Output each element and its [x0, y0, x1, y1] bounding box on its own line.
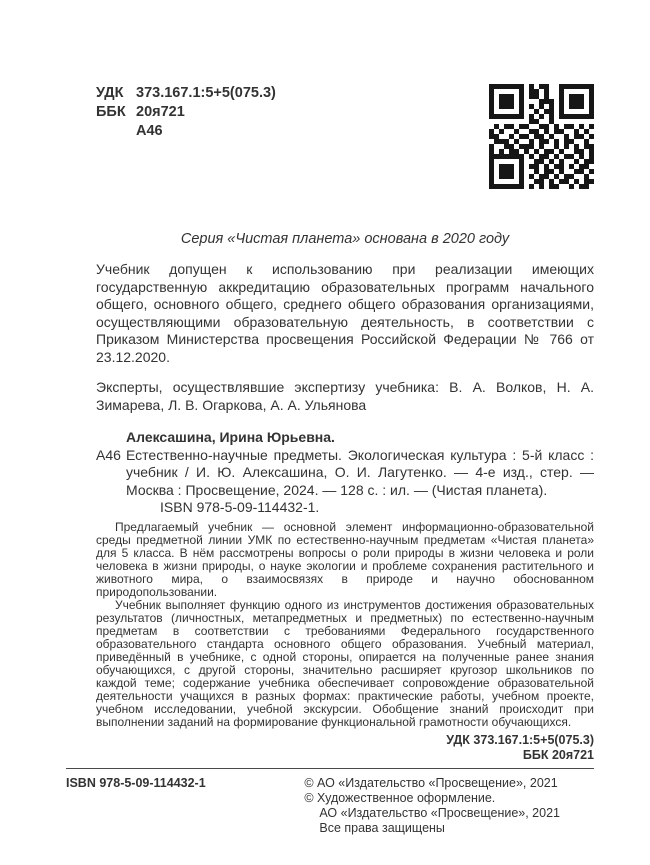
top-row: [66, 84, 594, 189]
copyright-line-4: Все права защищены: [319, 821, 445, 835]
experts-paragraph: Эксперты, осуществлявшие экспертизу учебника: В. А. Волков, Н. А. Зимарева, Л. В. Огаркова, А. А. Ульянова: [96, 379, 594, 413]
catalog-author: Алексашина, Ирина Юрьевна.: [126, 429, 335, 445]
footer-classification-codes: [96, 733, 594, 763]
udk-line: [96, 84, 276, 103]
bottom-row: [66, 776, 594, 836]
bbk-label: ББК: [96, 104, 126, 120]
catalog-card: [96, 429, 594, 517]
copyright-block: [304, 776, 560, 836]
catalog-isbn: ISBN 978-5-09-114432-1.: [160, 499, 320, 515]
footer-udk: УДК 373.167.1:5+5(075.3): [446, 732, 594, 747]
copyright-line-1: © АО «Издательство «Просвещение», 2021: [304, 776, 558, 790]
qr-code: [489, 84, 594, 189]
udk-label: УДК: [96, 85, 124, 101]
bottom-section: [66, 768, 594, 836]
catalog-entry-row: [96, 447, 594, 500]
author-sign-code: А46: [136, 123, 163, 139]
isbn-bottom: ISBN 978-5-09-114432-1: [66, 776, 206, 790]
catalog-entry: Естественно-научные предметы. Экологическая культура : 5-й класс : учебник / И. Ю. Алексашина, О. И. Лагутенко. — 4-е изд., стер. — Москва : Просвещение, 2024. — 128 с. : ил. — (Чистая планета).: [126, 446, 594, 498]
annotation: [96, 521, 594, 729]
copyright-line-3: АО «Издательство «Просвещение», 2021: [319, 806, 560, 820]
annotation-paragraph-2: Учебник выполняет функцию одного из инструментов достижения образовательных результатов (личностных, метапредметных и предметных) по естественно-научным предметам в соответствии с требованиями Федерального государственного образовательного стандарта основного общего образования. Учебный материал, приведённый в учебнике, с одной стороны, опирается на полученные ранее знания обучающихся, с другой стороны, значительно расширяет кругозор школьников по каждой теме; содержание учебника обеспечивает сопровождение образовательной деятельности учащихся в разных формах: практические работы, учебном проекте, учебном исследовании, учебной экскурсии. Обобщение знаний происходит при выполнении заданий на формирование функциональной грамотности обучающихся.: [96, 597, 594, 729]
divider-rule: [66, 768, 594, 769]
classification-codes: [96, 84, 276, 141]
udk-value: 373.167.1:5+5(075.3): [136, 85, 276, 101]
bbk-line: [96, 103, 276, 122]
annotation-paragraph-1: Предлагаемый учебник — основной элемент информационно-образовательной среды предметной линии УМК по естественно-научным предметам «Чистая планета» для 5 класса. В нём рассмотрены вопросы о роли природы в жизни человека и роли человека в жизни природы, о науке экологии и проблеме сохранения растительного и животного мира, о взаимосвязях в природе и научно обоснованном природопользовании.: [96, 519, 594, 599]
series-line: Серия «Чистая планета» основана в 2020 году: [180, 231, 510, 247]
footer-bbk: ББК 20я721: [522, 747, 594, 762]
copyright-line-2: © Художественное оформление.: [304, 791, 496, 805]
bbk-value: 20я721: [136, 104, 185, 120]
admission-paragraph: Учебник допущен к использованию при реализации имеющих государственную аккредитацию образовательных программ начального общего, основного общего, среднего общего образования организациями, осуществляющими образовательную деятельность, в соответствии с Приказом Министерства просвещения Российской Федерации № 766 от 23.12.2020.: [96, 261, 594, 365]
catalog-code: А46: [96, 446, 121, 463]
